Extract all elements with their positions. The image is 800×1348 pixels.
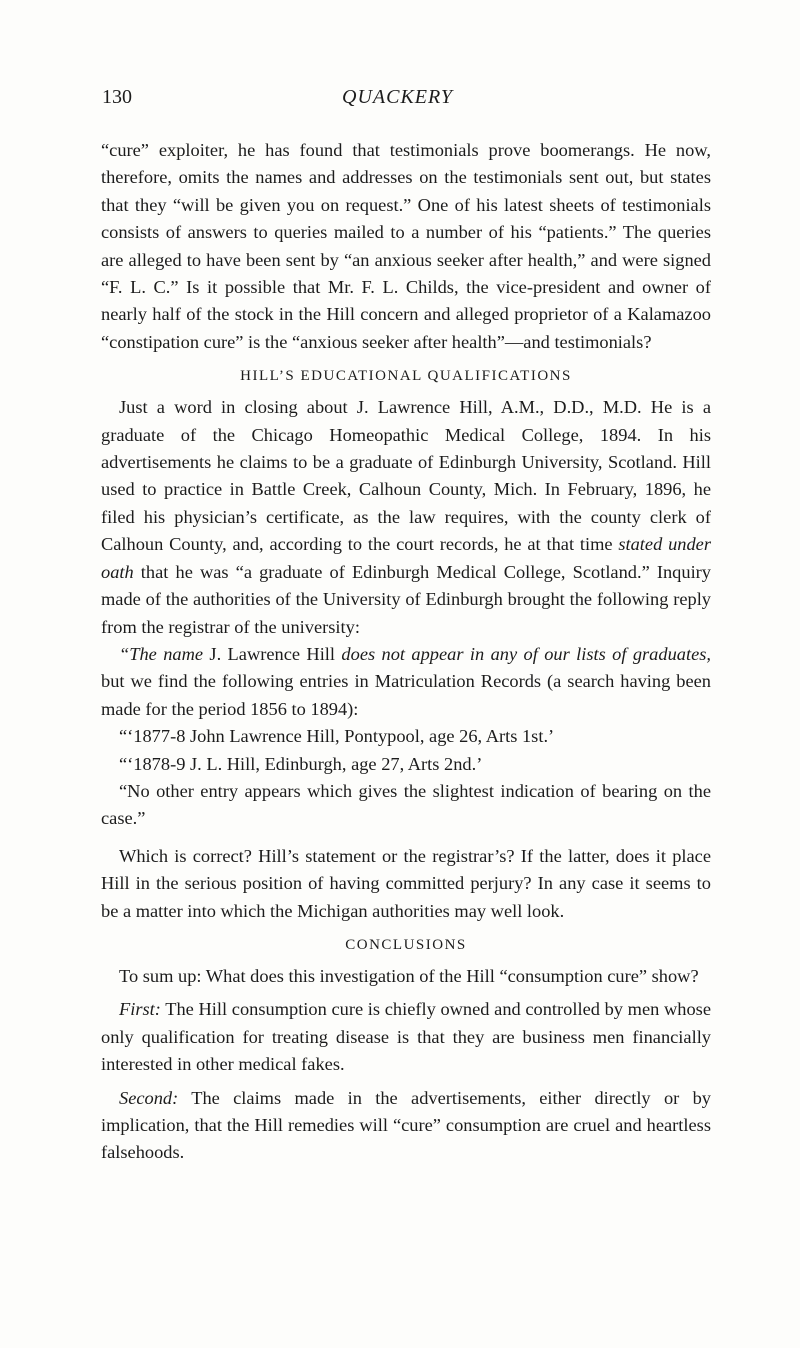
paragraph-sum-up: To sum up: What does this investigation of the Hill “consumption cure” show? [119, 965, 699, 986]
section-heading-qualifications: HILL’S EDUCATIONAL QUALIFICATIONS [240, 368, 572, 385]
emphasis-text: “The name [119, 643, 204, 664]
paragraph-text: “cure” exploiter, he has found that testimonials prove boomerangs. He now, therefore, omits the names and addresses on the testimonials sent out, but states that they “will be given you on request.” One of his latest sheets of testimonials consists of answers to queries mailed to a number of his “patients.” The queries are alleged to have been sent by “an anxious seeker after health,” and were signed “F. L. C.” Is it possible that Mr. F. L. Childs, the vice-president and owner of nearly half of the stock in the Hill concern and alleged proprietor of a Kalamazoo “constipation cure” is the “anxious seeker after health”—and testimonials? [101, 140, 711, 352]
emphasis-label: First: [119, 999, 161, 1020]
page-number: 130 [102, 86, 132, 108]
quote-entry: “‘1878-9 J. L. Hill, Edinburgh, age 27, Arts 2nd.’ [119, 753, 483, 774]
quote-text: J. Lawrence Hill [203, 643, 342, 664]
registrar-quote [101, 641, 711, 833]
running-title: QUACKERY [342, 86, 453, 108]
paragraph-testimonials [101, 137, 711, 356]
emphasis-label: Second: [119, 1087, 179, 1108]
paragraph-hill-claims [101, 394, 711, 641]
paragraph-text: that he was “a graduate of Edinburgh Medical College, Scotland.” Inquiry made of the authorities of the University of Edinburgh brought the following reply from the registrar of the university: [101, 561, 711, 637]
emphasis-text: stated under oath [101, 534, 711, 582]
paragraph-text: The claims made in the advertisements, either directly or by implication, that the Hill remedies will “cure” consumption are cruel and heartless falsehoods. [101, 1087, 711, 1163]
section-heading-conclusions: CONCLUSIONS [345, 936, 467, 953]
quote-entry: “‘1877-8 John Lawrence Hill, Pontypool, age 26, Arts 1st.’ [119, 726, 555, 747]
paragraph-which-correct: Which is correct? Hill’s statement or the registrar’s? If the latter, does it place Hill in the serious position of having committed perjury? In any case it seems to be a matter into which the Michigan authorities may well look. [101, 845, 711, 921]
body-text [101, 137, 711, 1167]
quote-paragraph: “No other entry appears which gives the slightest indication of bearing on the case.” [101, 780, 711, 829]
paragraph-first [101, 996, 711, 1078]
running-head [102, 86, 712, 116]
paragraph-second [101, 1085, 711, 1167]
quote-text: but we find the following entries in Matriculation Records (a search having been made for the period 1856 to 1894): [101, 671, 711, 719]
paragraph-text: The Hill consumption cure is chiefly owned and controlled by men whose only qualification for treating disease is that they are business men financially interested in other medical fakes. [101, 999, 711, 1075]
paragraph-text: Just a word in closing about J. Lawrence Hill, A.M., D.D., M.D. He is a graduate of the Chicago Homeopathic Medical College, 1894. In his advertisements he claims to be a graduate of Edinburgh University, Scotland. Hill used to practice in Battle Creek, Calhoun County, Mich. In February, 1896, he filed his physician’s certificate, as the law requires, with the county clerk of Calhoun County, and, according to the court records, he at that time [101, 397, 711, 555]
quote-paragraph [101, 641, 711, 723]
emphasis-text: does not appear in any of our lists of graduates, [341, 643, 711, 664]
